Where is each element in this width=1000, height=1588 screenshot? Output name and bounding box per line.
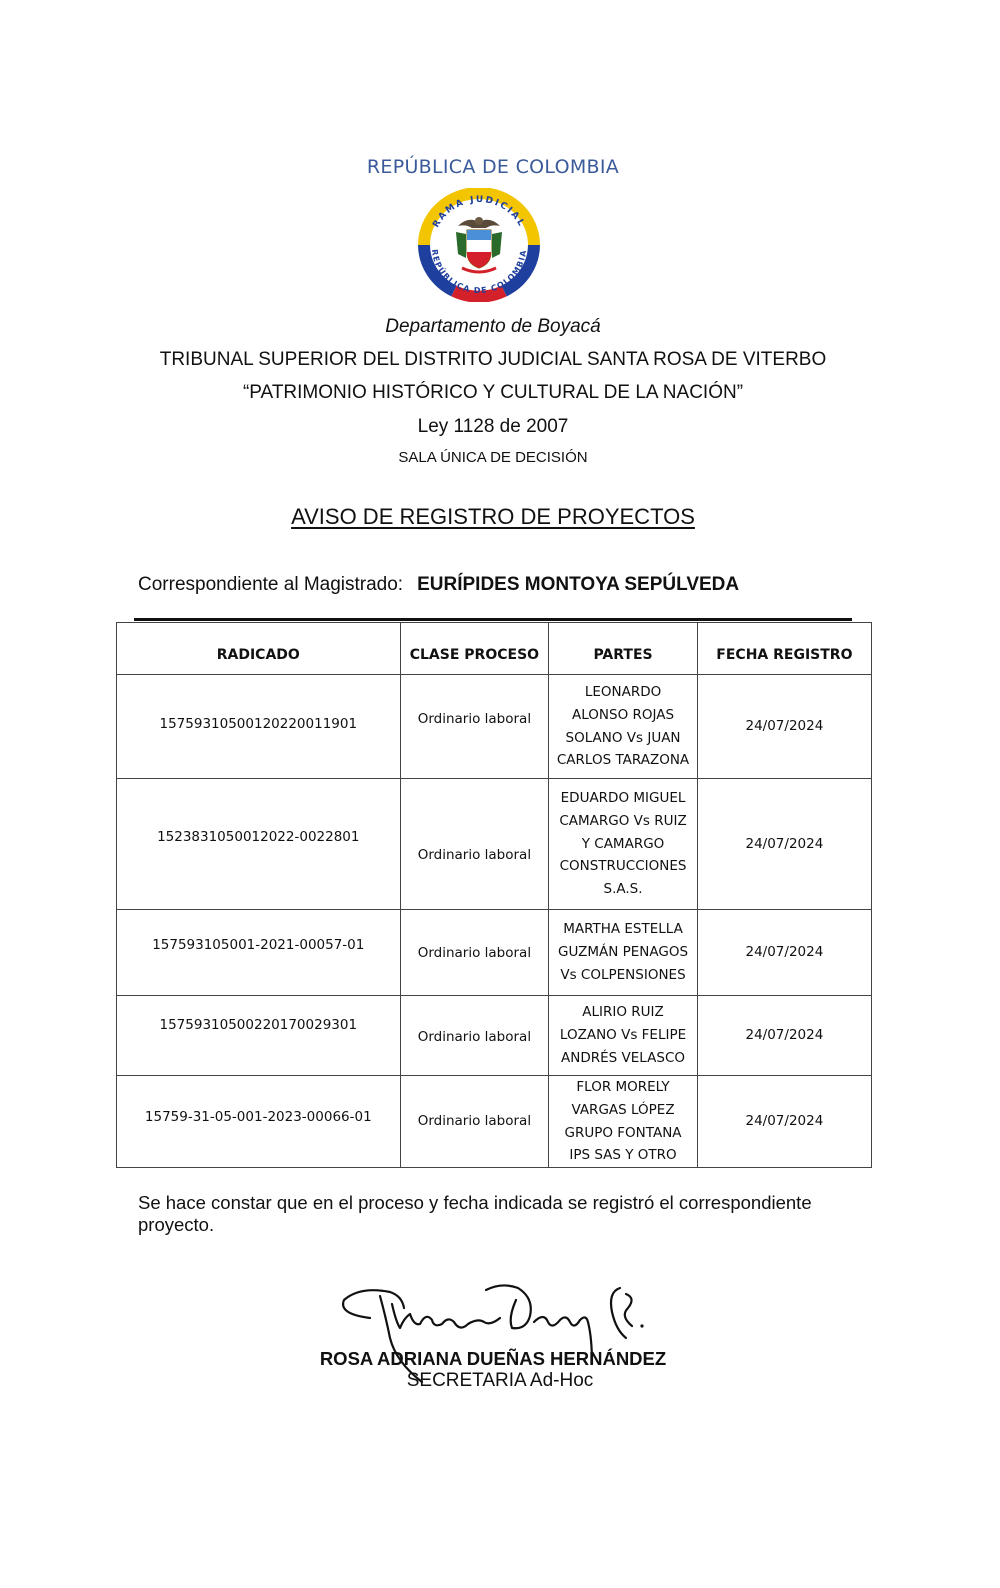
svg-text:REPÚBLICA DE COLOMBIA: REPÚBLICA DE COLOMBIA [429, 248, 529, 296]
magistrado-row [138, 574, 739, 596]
cell-clase: Ordinario laboral [400, 910, 549, 996]
republica-heading: REPÚBLICA DE COLOMBIA [366, 156, 620, 178]
document-title: AVISO DE REGISTRO DE PROYECTOS [291, 504, 695, 529]
cell-partes: EDUARDO MIGUEL CAMARGO Vs RUIZ Y CAMARGO CONSTRUCCIONES S.A.S. [549, 779, 698, 910]
cell-partes: LEONARDO ALONSO ROJAS SOLANO Vs JUAN CARLOS TARAZONA [549, 675, 698, 779]
magistrado-label: Correspondiente al Magistrado: [138, 574, 404, 595]
table-row [117, 675, 872, 779]
header-fecha-registro: FECHA REGISTRO [697, 623, 871, 675]
signer-title: SECRETARIA Ad-Hoc [406, 1370, 594, 1391]
cell-radicado: 15759310500220170029301 [117, 996, 401, 1076]
registros-table [116, 622, 872, 1168]
table-row [117, 910, 872, 996]
cell-partes: ALIRIO RUIZ LOZANO Vs FELIPE ANDRÉS VELASCO [549, 996, 698, 1076]
tribunal-line: TRIBUNAL SUPERIOR DEL DISTRITO JUDICIAL SANTA ROSA DE VITERBO [159, 349, 827, 370]
table-row [117, 1076, 872, 1168]
table-header-row [117, 623, 872, 675]
cell-partes: MARTHA ESTELLA GUZMÁN PENAGOS Vs COLPENSIONES [549, 910, 698, 996]
rama-judicial-seal-icon [412, 188, 546, 302]
cell-clase: Ordinario laboral [400, 675, 549, 779]
cell-clase: Ordinario laboral [400, 779, 549, 910]
cell-fecha: 24/07/2024 [697, 910, 871, 996]
sala-line: SALA ÚNICA DE DECISIÓN [398, 449, 588, 466]
patrimonio-line: “PATRIMONIO HISTÓRICO Y CULTURAL DE LA NACIÓN” [242, 382, 744, 403]
cell-fecha: 24/07/2024 [697, 996, 871, 1076]
header-partes: PARTES [549, 623, 698, 675]
table-row [117, 779, 872, 910]
table-row [117, 996, 872, 1076]
cell-radicado: 157593105001-2021-00057-01 [117, 910, 401, 996]
cell-clase: Ordinario laboral [400, 996, 549, 1076]
svg-text:RAMA JUDICIAL: RAMA JUDICIAL [431, 194, 527, 230]
departamento-line: Departamento de Boyacá [385, 316, 601, 337]
header-radicado: RADICADO [117, 623, 401, 675]
cell-fecha: 24/07/2024 [697, 1076, 871, 1168]
signer-name: ROSA ADRIANA DUEÑAS HERNÁNDEZ [319, 1348, 667, 1369]
ley-line: Ley 1128 de 2007 [417, 416, 569, 437]
magistrado-name: EURÍPIDES MONTOYA SEPÚLVEDA [417, 574, 740, 595]
header-clase-proceso: CLASE PROCESO [400, 623, 549, 675]
cell-radicado: 1523831050012022-0022801 [117, 779, 401, 910]
constancia-paragraph: Se hace constar que en el proceso y fecha indicada se registró el correspondiente proyecto. [138, 1192, 812, 1235]
cell-clase: Ordinario laboral [400, 1076, 549, 1168]
divider [134, 618, 852, 621]
cell-fecha: 24/07/2024 [697, 779, 871, 910]
cell-partes: FLOR MORELY VARGAS LÓPEZ GRUPO FONTANA IPS SAS Y OTRO [549, 1076, 698, 1168]
cell-radicado: 15759310500120220011901 [117, 675, 401, 779]
cell-fecha: 24/07/2024 [697, 675, 871, 779]
cell-radicado: 15759-31-05-001-2023-00066-01 [117, 1076, 401, 1168]
